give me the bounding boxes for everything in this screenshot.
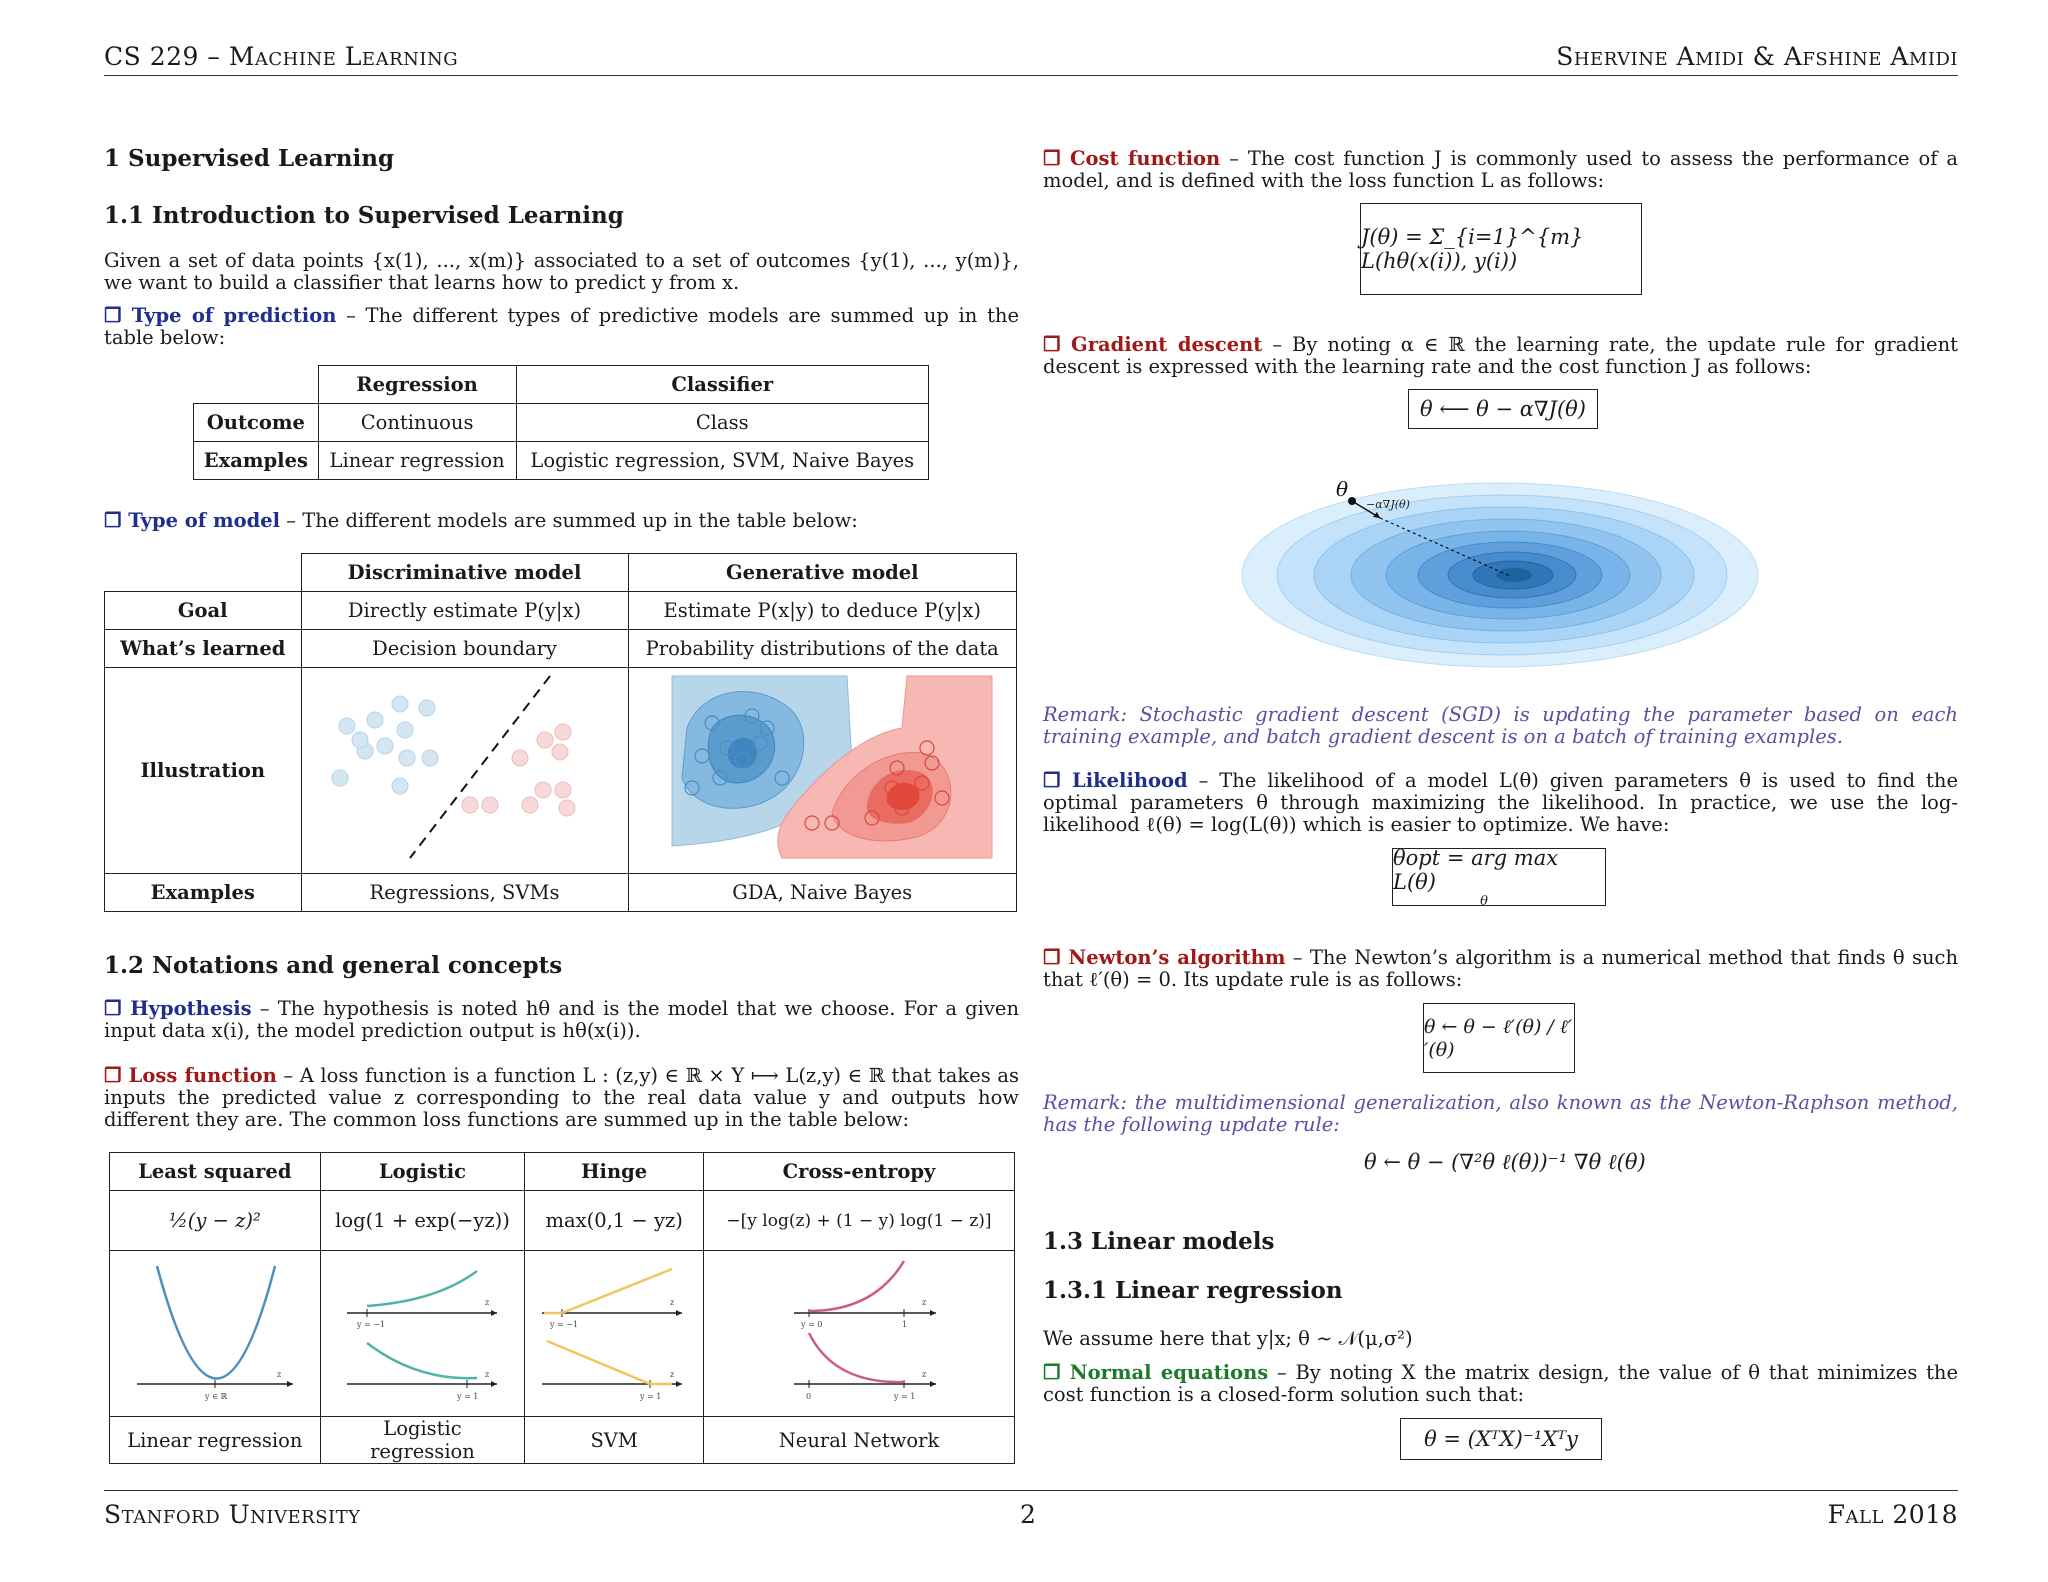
loss-function-label: ❒ Loss function — [104, 1064, 277, 1087]
prediction-table — [193, 365, 929, 480]
cross-entropy-plot-cell — [704, 1251, 1015, 1417]
model-r4b: GDA, Naive Bayes — [628, 874, 1017, 912]
model-r4: Examples — [105, 874, 302, 912]
logistic-z1-label: z — [485, 1298, 490, 1307]
loss-e4: Neural Network — [704, 1417, 1015, 1464]
loss-h4: Cross-entropy — [704, 1153, 1015, 1191]
loss-e2: Logistic regression — [320, 1417, 525, 1464]
hinge-plot — [532, 1251, 696, 1411]
least-squared-plot — [117, 1251, 313, 1411]
logistic-y1-label: y = 1 — [457, 1392, 479, 1401]
hinge-z2-label: z — [670, 1370, 675, 1379]
hinge-y1-label: y = 1 — [640, 1392, 662, 1401]
footer-left: Stanford University — [104, 1500, 361, 1529]
hinge-z1-label: z — [670, 1298, 675, 1307]
normal-equations-paragraph — [1043, 1362, 1958, 1406]
footer-rule — [104, 1490, 1958, 1491]
ce-y1-label: y = 1 — [894, 1392, 916, 1401]
type-of-model-text: – The different models are summed up in the table below: — [280, 509, 858, 532]
remark-sgd: Remark: Stochastic gradient descent (SGD) is updating the parameter based on each training example, and batch gradient descent is on a batch of training examples. — [1043, 703, 1958, 748]
model-r3: Illustration — [105, 668, 302, 874]
pred-h2: Classifier — [516, 366, 928, 404]
section-1-1-title: 1.1 Introduction to Supervised Learning — [104, 202, 624, 229]
model-r4a: Regressions, SVMs — [301, 874, 628, 912]
logistic-plot-cell — [320, 1251, 525, 1417]
generative-plot — [632, 668, 1012, 868]
loss-h1: Least squared — [110, 1153, 321, 1191]
header-right: Shervine Amidi & Afshine Amidi — [1556, 42, 1958, 71]
pred-r1b: Class — [516, 404, 928, 442]
least-squared-y-label: y ∈ ℝ — [204, 1392, 228, 1401]
cost-function-label: ❒ Cost function — [1043, 147, 1221, 170]
ce-zero-label: 0 — [806, 1392, 812, 1401]
section-1-title: 1 Supervised Learning — [104, 145, 395, 172]
normal-equations-formula: θ = (XᵀX)⁻¹Xᵀy — [1400, 1418, 1602, 1460]
likelihood-text: – The likelihood of a model L(θ) given parameters θ is used to find the optimal parameters θ through maximizing the likelihood. In practice, we use the log-likelihood ℓ(θ) = log(L(θ)) which is easier to optimize. We have: — [1043, 769, 1958, 836]
pred-r2: Examples — [194, 442, 319, 480]
discriminative-illustration — [301, 668, 628, 874]
gradient-descent-text: – By noting α ∈ ℝ the learning rate, the update rule for gradient descent is expressed with the learning rate and the cost function J as follows: — [1043, 333, 1958, 378]
least-squared-plot-cell — [110, 1251, 321, 1417]
type-of-model-label: ❒ Type of model — [104, 509, 281, 532]
hypothesis-paragraph — [104, 998, 1019, 1042]
type-of-model-paragraph — [104, 510, 1019, 532]
likelihood-formula-sub: θ — [1480, 893, 1488, 909]
gradient-descent-formula: θ ⟵ θ − α∇J(θ) — [1408, 389, 1598, 429]
loss-function-paragraph — [104, 1065, 1019, 1131]
generative-illustration — [628, 668, 1017, 874]
cross-entropy-plot — [704, 1251, 1014, 1411]
remark-newton-raphson: Remark: the multidimensional generalization, also known as the Newton-Raphson method, has the following update rule: — [1043, 1091, 1958, 1136]
cost-function-formula: J(θ) = Σ_{i=1}^{m} L(hθ(x(i)), y(i)) — [1360, 203, 1642, 295]
gradient-descent-label: ❒ Gradient descent — [1043, 333, 1263, 356]
pred-h1: Regression — [318, 366, 516, 404]
gradient-descent-illustration — [1240, 468, 1770, 668]
loss-f1: ½(y − z)² — [110, 1191, 321, 1251]
logistic-z2-label: z — [485, 1370, 490, 1379]
model-r1b: Estimate P(x|y) to deduce P(y|x) — [628, 592, 1017, 630]
type-of-prediction-label: ❒ Type of prediction — [104, 304, 337, 327]
gradient-step-label: −α∇J(θ) — [1366, 498, 1410, 511]
hypothesis-label: ❒ Hypothesis — [104, 997, 252, 1020]
logistic-ym1-label: y = −1 — [357, 1320, 386, 1329]
pred-r1: Outcome — [194, 404, 319, 442]
ce-one-label: 1 — [902, 1320, 908, 1329]
pred-r2a: Linear regression — [318, 442, 516, 480]
newton-label: ❒ Newton’s algorithm — [1043, 946, 1286, 969]
normal-equations-text: – By noting X the matrix design, the value of θ that minimizes the cost function is a closed-form solution such that: — [1043, 1361, 1958, 1406]
newton-text: – The Newton’s algorithm is a numerical method that finds θ such that ℓ′(θ) = 0. Its update rule is as follows: — [1043, 946, 1959, 991]
likelihood-paragraph — [1043, 770, 1958, 836]
loss-e1: Linear regression — [110, 1417, 321, 1464]
loss-table — [109, 1152, 1015, 1464]
cost-function-paragraph — [1043, 148, 1958, 192]
gradient-descent-paragraph — [1043, 334, 1958, 378]
likelihood-formula — [1392, 845, 1606, 909]
type-of-prediction-text: – The different types of predictive models are summed up in the table below: — [104, 304, 1019, 349]
pred-r1a: Continuous — [318, 404, 516, 442]
normal-equations-label: ❒ Normal equations — [1043, 1361, 1269, 1384]
model-r1a: Directly estimate P(y|x) — [301, 592, 628, 630]
newton-paragraph — [1043, 947, 1958, 991]
loss-f3: max(0,1 − yz) — [525, 1191, 704, 1251]
discriminative-plot — [305, 668, 625, 868]
loss-f2: log(1 + exp(−yz)) — [320, 1191, 525, 1251]
least-squared-z-label: z — [276, 1370, 282, 1379]
type-of-prediction-paragraph — [104, 305, 1019, 349]
page-number: 2 — [1020, 1500, 1036, 1529]
section-1-2-title: 1.2 Notations and general concepts — [104, 952, 563, 979]
ce-z1-label: z — [922, 1298, 927, 1307]
theta-label: θ — [1336, 477, 1349, 501]
loss-e3: SVM — [525, 1417, 704, 1464]
loss-h3: Hinge — [525, 1153, 704, 1191]
loss-function-text: – A loss function is a function L : (z,y) ∈ ℝ × Y ⟼ L(z,y) ∈ ℝ that takes as inputs the predicted value z corresponding to the real data value y and outputs how different they are. The common loss functions are summed up in the table below: — [104, 1064, 1019, 1131]
newton-raphson-formula: θ ← θ − (∇²θ ℓ(θ))⁻¹ ∇θ ℓ(θ) — [1364, 1150, 1646, 1174]
model-r2b: Probability distributions of the data — [628, 630, 1017, 668]
model-h2: Generative model — [628, 554, 1017, 592]
section-1-3-1-title: 1.3.1 Linear regression — [1043, 1277, 1343, 1304]
header-rule — [104, 75, 1958, 76]
section-1-3-title: 1.3 Linear models — [1043, 1228, 1275, 1255]
likelihood-label: ❒ Likelihood — [1043, 769, 1188, 792]
ce-y0-label: y = 0 — [801, 1320, 823, 1329]
hypothesis-text: – The hypothesis is noted hθ and is the model that we choose. For a given input data x(i), the model prediction output is hθ(x(i)). — [104, 997, 1019, 1042]
footer-right: Fall 2018 — [1827, 1500, 1958, 1529]
intro-paragraph: Given a set of data points {x(1), ..., x(m)} associated to a set of outcomes {y(1), ..., y(m)}, we want to build a classifier that learns how to predict y from x. — [104, 249, 1019, 294]
loss-f4: −[y log(z) + (1 − y) log(1 − z)] — [704, 1191, 1015, 1251]
loss-h2: Logistic — [320, 1153, 525, 1191]
model-r2: What’s learned — [105, 630, 302, 668]
model-table — [104, 553, 1017, 912]
model-h1: Discriminative model — [301, 554, 628, 592]
model-r2a: Decision boundary — [301, 630, 628, 668]
pred-r2b: Logistic regression, SVM, Naive Bayes — [516, 442, 928, 480]
newton-formula: θ ← θ − ℓ′(θ) / ℓ′′(θ) — [1423, 1003, 1575, 1073]
logistic-plot — [327, 1251, 517, 1411]
model-r1: Goal — [105, 592, 302, 630]
hinge-plot-cell — [525, 1251, 704, 1417]
ce-z2-label: z — [922, 1370, 927, 1379]
hinge-ym1-label: y = −1 — [550, 1320, 579, 1329]
linear-regression-assumption: We assume here that y|x; θ ∼ 𝒩(μ,σ²) — [1043, 1327, 1413, 1350]
cost-function-text: – The cost function J is commonly used to assess the performance of a model, and is defined with the loss function L as follows: — [1043, 147, 1958, 192]
header-left: CS 229 – Machine Learning — [104, 42, 459, 71]
likelihood-formula-main: θopt = arg max L(θ) — [1393, 845, 1559, 894]
